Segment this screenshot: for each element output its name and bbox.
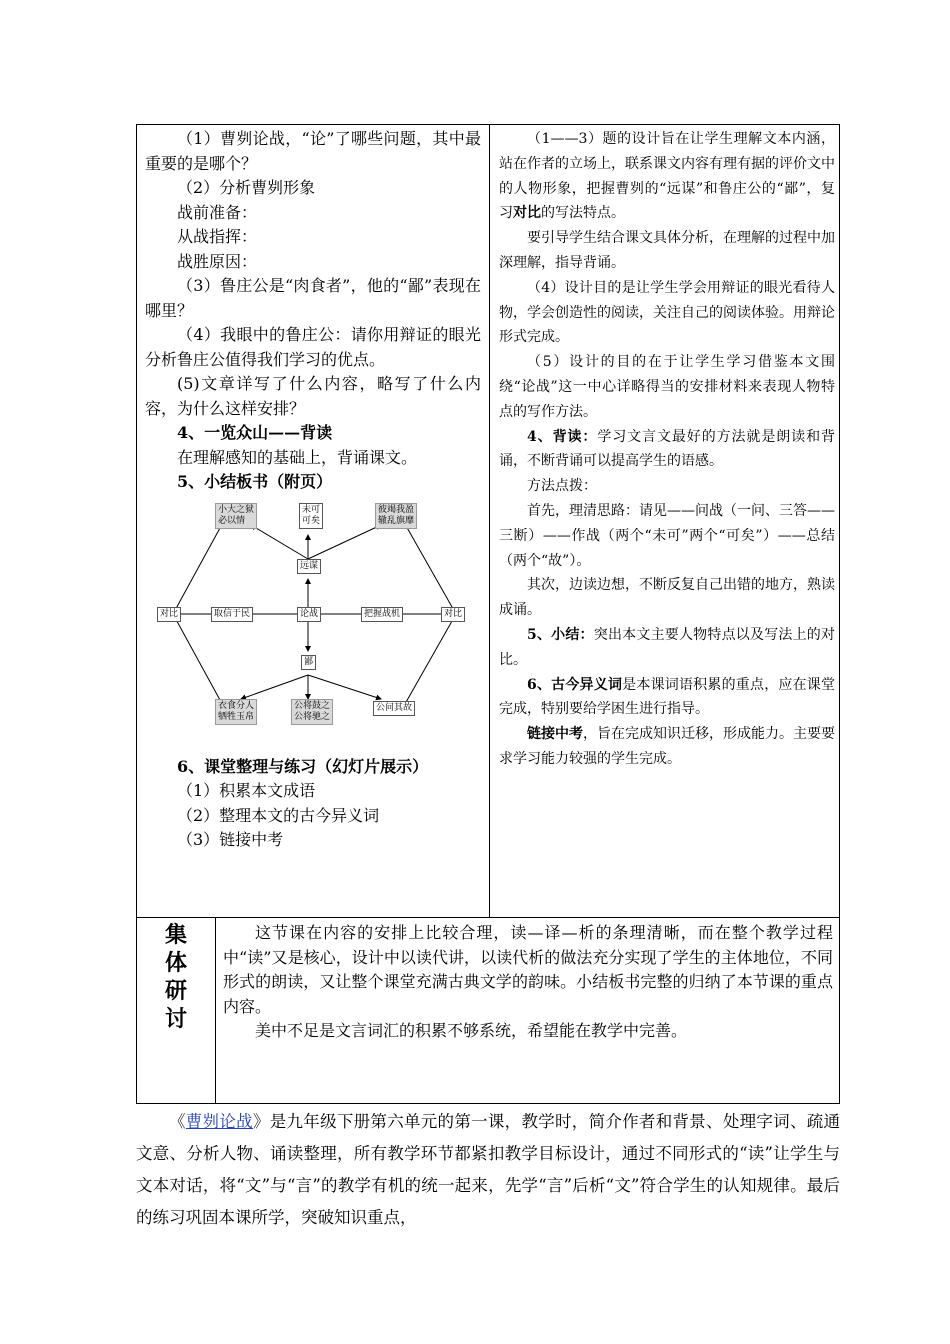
note-10 [499,673,835,723]
note-3: （4）设计目的是让学生学会用辩证的眼光看待人物，学会创造性的阅读，关注自己的阅读体验。用辩论形式完成。 [499,279,835,346]
node-xiaoda: 小大之狱 必以情 [215,503,257,529]
note-9-bold: 5、小结： [527,626,594,643]
reflection-paragraph [136,1106,840,1234]
note-1-end: 的写法特点。 [541,205,625,222]
note-5 [499,425,835,475]
section-4-title: 4、一览众山——背读 [177,423,333,442]
question-4: （4）我眼中的鲁庄公：请你用辩证的眼光分析鲁庄公值得我们学习的优点。 [145,325,481,369]
section-6-item-2: （2）整理本文的古今异义词 [177,805,380,825]
label-divider [215,917,216,1103]
note-1-text: （1——3）题的设计旨在让学生理解文本内涵，站在作者的立场上，联系课文内容有理有据的评价文中的人物形象，把握曹刿的“远谋”和鲁庄公的“鄙”，复习 [499,131,835,222]
review-content [223,921,833,1044]
note-6: 方法点拨： [527,478,597,495]
section-4-text: 在理解感知的基础上，背诵课文。 [177,447,418,467]
note-10-text: 是本课词语积累的重点，应在课堂完成，特别要给学困生进行指导。 [499,676,836,718]
reflection-rest: 》是九年级下册第六单元的第一课，教学时，简介作者和背景、处理字词、疏通文意、分析人物、诵读整理，所有教学环节都紧扣教学目标设计，通过不同形式的“读”让学生与文本对话，将“文”与“言”的教学有机的统一起来，先学“言”后析“文”符合学生的认知规律。最后的练习巩固本课所学，突破知识重点， [136,1112,841,1227]
row-divider [137,917,839,918]
note-10-bold: 6、古今异义词 [527,676,623,693]
node-gongjiang: 公将鼓之 公将驰之 [291,699,333,725]
section-6-title: 6、课堂整理与练习（幻灯片展示） [177,756,429,776]
note-9 [499,623,835,673]
section-6-item-3: （3）链接中考 [177,830,284,849]
question-2b: 从战指挥： [177,227,258,246]
node-weike: 未可 可矣 [299,503,323,529]
node-quxin: 取信于民 [211,607,253,622]
question-2: （2）分析曹刿形象 [177,178,316,197]
teaching-steps-column [145,127,481,853]
question-5: (5)文章详写了什么内容，略写了什么内容，为什么这样安排？ [145,374,481,418]
note-11-text: ，旨在完成知识迁移，形成能力。主要要求学习能力较强的学生完成。 [499,726,835,767]
node-bijie: 彼竭我盈 辙乱旗靡 [375,503,417,529]
node-duibi-left: 对比 [157,607,181,622]
node-duibi-right: 对比 [441,607,465,622]
review-label [137,919,215,1033]
design-notes-column [499,127,835,772]
note-1-bold: 对比 [513,205,541,222]
node-bi: 鄙 [301,655,316,670]
question-2c: 战胜原因： [177,251,258,271]
lesson-table [136,124,840,1104]
node-bawo: 把握战机 [361,607,403,622]
review-paragraph-2: 美中不足是文言词汇的积累不够系统，希望能在教学中完善。 [255,1021,688,1040]
question-2a: 战前准备： [177,202,258,222]
note-9-text: 突出本文主要人物特点以及写法上的对比。 [499,626,836,668]
section-5-title: 5、小结板书（附页） [177,472,333,491]
lesson-title-link[interactable]: 曹刿论战 [185,1112,253,1131]
review-paragraph-1: 这节课在内容的安排上比较合理，读—译—析的条理清晰，而在整个教学过程中“读”又是核心，设计中以读代讲，以读代析的做法充分实现了学生的主体地位，不同形式的朗读，又让整个课堂充满古典文学的韵味。小结板书完整的归纳了本节课的重点内容。 [223,923,833,1016]
question-3: （3）鲁庄公是“肉食者”，他的“鄙”表现在哪里？ [145,276,481,320]
section-6-item-1: （1）积累本文成语 [177,781,316,800]
note-5-text: 学习文言文最好的方法就是朗读和背诵，不断背诵可以提高学生的语感。 [499,428,835,470]
note-11-bold: 链接中考 [527,726,583,743]
note-2: 要引导学生结合课文具体分析，在理解的过程中加深理解，指导背诵。 [499,230,835,271]
reflection-text [136,1106,840,1234]
node-lunzhan: 论战 [297,607,321,622]
column-divider [489,125,490,917]
node-gongwen: 公问其故 [373,701,415,716]
note-7: 首先，理清思路：请见——问战（一问、三答——三断）——作战（两个“未可”两个“可矣”）——总结（两个“故”）。 [499,502,835,569]
node-yishi: 衣食分人 牺牲玉帛 [215,699,257,725]
note-5-bold: 4、背读： [527,428,598,445]
node-yuanmou: 远谋 [297,559,321,574]
note-4: （5）设计的目的在于让学生学习借鉴本文围绕“论战”这一中心详略得当的安排材料来表现人物特点的写作方法。 [499,354,835,420]
note-11 [499,722,835,772]
question-1: （1）曹刿论战，“论”了哪些问题，其中最重要的是哪个？ [145,129,481,173]
title-open-bracket: 《 [169,1112,186,1131]
review-label-text: 集体研讨 [164,922,187,1032]
note-1 [499,127,835,226]
note-8: 其次，边读边想，不断反复自己出错的地方，熟读成诵。 [499,577,835,619]
board-summary-diagram [151,499,471,749]
